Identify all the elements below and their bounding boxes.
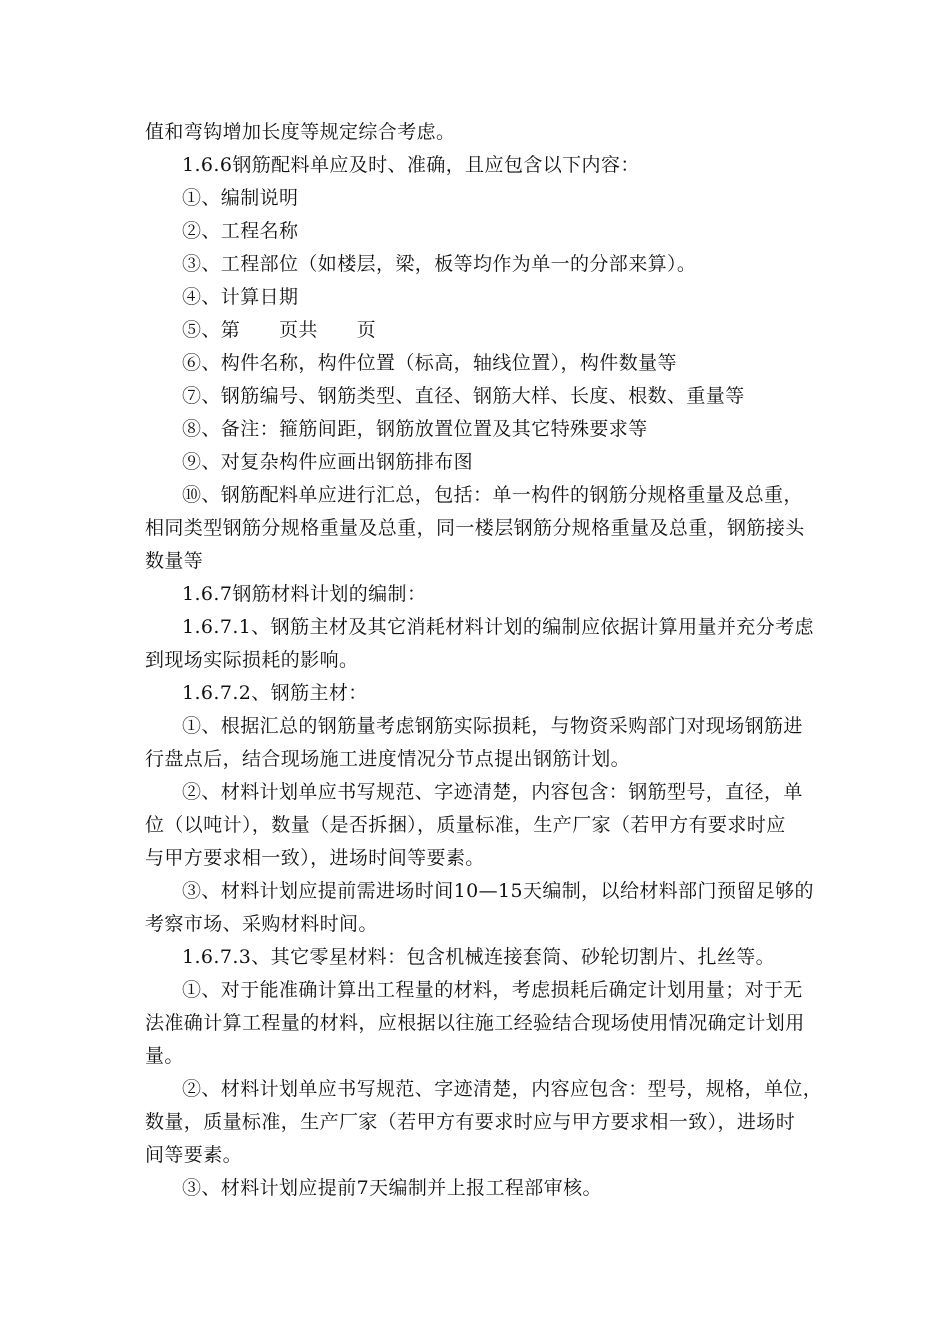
subsection-heading: 1.6.7.1、钢筋主材及其它消耗材料计划的编制应依据计算用量并充分考虑 [182, 616, 814, 638]
text-line: 相同类型钢筋分规格重量及总重，同一楼层钢筋分规格重量及总重，钢筋接头 [145, 517, 805, 539]
text-line: 量。 [145, 1045, 184, 1067]
list-item: ⑥、构件名称，构件位置（标高，轴线位置），构件数量等 [182, 352, 677, 374]
list-item: ③、工程部位（如楼层，梁，板等均作为单一的分部来算）。 [182, 253, 697, 275]
list-item: ⑦、钢筋编号、钢筋类型、直径、钢筋大样、长度、根数、重量等 [182, 385, 745, 407]
list-item: ②、材料计划单应书写规范、字迹清楚，内容应包含：型号，规格，单位， [182, 1078, 823, 1100]
text-line: 到现场实际损耗的影响。 [145, 649, 359, 671]
section-heading: 1.6.7钢筋材料计划的编制： [182, 583, 427, 605]
text-line: 行盘点后，结合现场施工进度情况分节点提出钢筋计划。 [145, 748, 631, 770]
text-line: 位（以吨计），数量（是否拆捆），质量标准，生产厂家（若甲方有要求时应 [145, 814, 786, 836]
text-line: 法准确计算工程量的材料，应根据以往施工经验结合现场使用情况确定计划用 [145, 1012, 805, 1034]
subsection-heading: 1.6.7.3、其它零星材料：包含机械连接套筒、砂轮切割片、扎丝等。 [182, 946, 776, 968]
list-item: ①、编制说明 [182, 187, 299, 209]
text-line: 间等要素。 [145, 1144, 243, 1166]
list-item: ⑨、对复杂构件应画出钢筋排布图 [182, 451, 474, 473]
list-item: ②、材料计划单应书写规范、字迹清楚，内容包含：钢筋型号，直径，单 [182, 781, 803, 803]
subsection-heading: 1.6.7.2、钢筋主材： [182, 682, 368, 704]
list-item: ⑤、第 页共 页 [182, 319, 377, 341]
list-item: ①、根据汇总的钢筋量考虑钢筋实际损耗，与物资采购部门对现场钢筋进 [182, 715, 803, 737]
list-item: ⑧、备注：箍筋间距，钢筋放置位置及其它特殊要求等 [182, 418, 648, 440]
text-line: 值和弯钩增加长度等规定综合考虑。 [145, 121, 456, 143]
list-item: ③、材料计划应提前7天编制并上报工程部审核。 [182, 1177, 602, 1199]
list-item: ②、工程名称 [182, 220, 299, 242]
text-line: 数量，质量标准，生产厂家（若甲方有要求时应与甲方要求相一致），进场时 [145, 1111, 796, 1133]
list-item: ④、计算日期 [182, 286, 299, 308]
list-item: ③、材料计划应提前需进场时间10—15天编制，以给材料部门预留足够的 [182, 880, 814, 902]
text-line: 考察市场、采购材料时间。 [145, 913, 378, 935]
list-item: ⑩、钢筋配料单应进行汇总，包括：单一构件的钢筋分规格重量及总重， [182, 484, 803, 506]
list-item: ①、对于能准确计算出工程量的材料，考虑损耗后确定计划用量；对于无 [182, 979, 803, 1001]
text-line: 与甲方要求相一致），进场时间等要素。 [145, 847, 485, 869]
section-heading: 1.6.6钢筋配料单应及时、准确，且应包含以下内容： [182, 154, 640, 176]
text-line: 数量等 [145, 550, 204, 572]
